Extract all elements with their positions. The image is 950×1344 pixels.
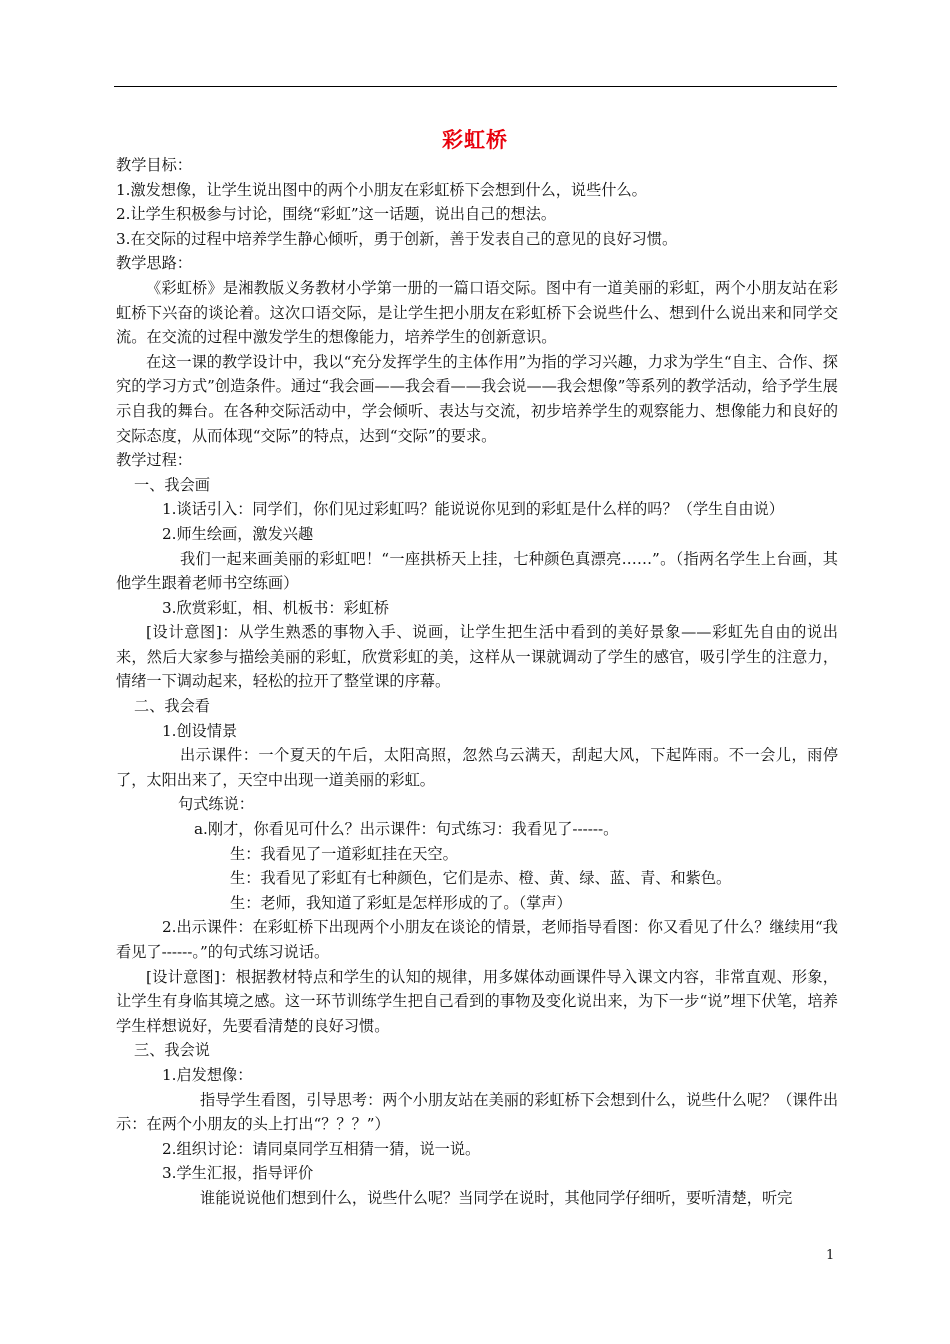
list-item: a.刚才，你看见可什么？出示课件：句式练习：我看见了------。 <box>194 820 619 839</box>
design-intent: [设计意图]：从学生熟悉的事物入手、说画，让学生把生活中看到的美好景象——彩虹先自由的说出来，然后大家参与描绘美丽的彩虹，欣赏彩虹的美，这样从一课就调动了学生的感官，吸引学生的注意力，情绪一下调动起来，轻松的拉开了整堂课的序幕。 <box>116 623 838 691</box>
design-intent: [设计意图]：根据教材特点和学生的认知的规律，用多媒体动画课件导入课文内容，非常直观、形象，让学生有身临其境之感。这一环节训练学生把自己看到的事物及变化说出来，为下一步“说”埋下伏笔，培养学生样想说好，先要看清楚的良好习惯。 <box>116 967 838 1035</box>
document-body <box>116 153 838 1211</box>
paragraph: 1.激发想像，让学生说出图中的两个小朋友在彩虹桥下会想到什么，说些什么。 <box>116 180 647 199</box>
section-heading: 教学思路： <box>116 254 192 273</box>
list-item: 3.学生汇报，指导评价 <box>162 1164 314 1183</box>
paragraph: 2.让学生积极参与讨论，围绕“彩虹”这一话题，说出自己的想法。 <box>116 205 557 224</box>
subsection-heading: 一、我会画 <box>134 475 210 494</box>
subsection-heading: 二、我会看 <box>134 697 210 716</box>
paragraph: 出示课件：一个夏天的午后，太阳高照，忽然乌云满天，刮起大风，下起阵雨。不一会儿，雨停了，太阳出来了，天空中出现一道美丽的彩虹。 <box>116 746 838 789</box>
section-heading: 教学过程： <box>116 451 192 470</box>
dialogue-line: 生：我看见了一道彩虹挂在天空。 <box>230 844 458 863</box>
paragraph: 谁能说说他们想到什么，说些什么呢？当同学在说时，其他同学仔细听，要听清楚，听完 <box>200 1188 793 1207</box>
dialogue-line: 生：我看见了彩虹有七种颜色，它们是赤、橙、黄、绿、蓝、青、和紫色。 <box>230 869 732 888</box>
list-item: 1.谈话引入：同学们，你们见过彩虹吗？能说说你见到的彩虹是什么样的吗？（学生自由说） <box>162 500 784 519</box>
list-item: 2.师生绘画，激发兴趣 <box>162 524 314 543</box>
paragraph: 在这一课的教学设计中，我以“充分发挥学生的主体作用”为指的学习兴趣，力求为学生“自主、合作、探究的学习方式”创造条件。通过“我会画——我会看——我会说——我会想像”等系列的教学活动，给予学生展示自我的舞台。在各种交际活动中，学会倾听、表达与交流，初步培养学生的观察能力、想像能力和良好的交际态度，从而体现“交际”的特点，达到“交际”的要求。 <box>116 352 838 445</box>
list-item: 3.欣赏彩虹，相、机板书：彩虹桥 <box>162 598 390 617</box>
paragraph: 指导学生看图，引导思考：两个小朋友站在美丽的彩虹桥下会想到什么，说些什么呢？（课件出示：在两个小朋友的头上打出“？？？”） <box>116 1090 838 1134</box>
paragraph: 《彩虹桥》是湘教版义务教材小学第一册的一篇口语交际。图中有一道美丽的彩虹，两个小朋友站在彩虹桥下兴奋的谈论着。这次口语交际，是让学生把小朋友在彩虹桥下会说些什么、想到什么说出来和同学交流。在交流的过程中激发学生的想像能力，培养学生的创新意识。 <box>116 278 838 347</box>
page-number: 1 <box>826 1248 835 1263</box>
subsection-heading: 三、我会说 <box>134 1041 210 1060</box>
list-item: 2.组织讨论：请同桌同学互相猜一猜，说一说。 <box>162 1139 481 1158</box>
list-item: 1.启发想像： <box>162 1065 253 1084</box>
header-rule <box>114 86 837 87</box>
section-heading: 教学目标： <box>116 156 192 174</box>
page-title: 彩虹桥 <box>442 128 508 152</box>
paragraph: 句式练说： <box>178 795 254 814</box>
list-item: 1.创设情景 <box>162 721 238 740</box>
dialogue-line: 生：老师，我知道了彩虹是怎样形成的了。（掌声） <box>230 893 572 912</box>
paragraph: 3.在交际的过程中培养学生静心倾听，勇于创新，善于发表自己的意见的良好习惯。 <box>116 229 678 248</box>
list-item: 2.出示课件：在彩虹桥下出现两个小朋友在谈论的情景，老师指导看图：你又看见了什么？继续用“我看见了------。”的句式练习说话。 <box>116 918 838 961</box>
paragraph: 我们一起来画美丽的彩虹吧！“一座拱桥天上挂，七种颜色真漂亮……”。（指两名学生上台画，其他学生跟着老师书空练画） <box>116 549 838 593</box>
